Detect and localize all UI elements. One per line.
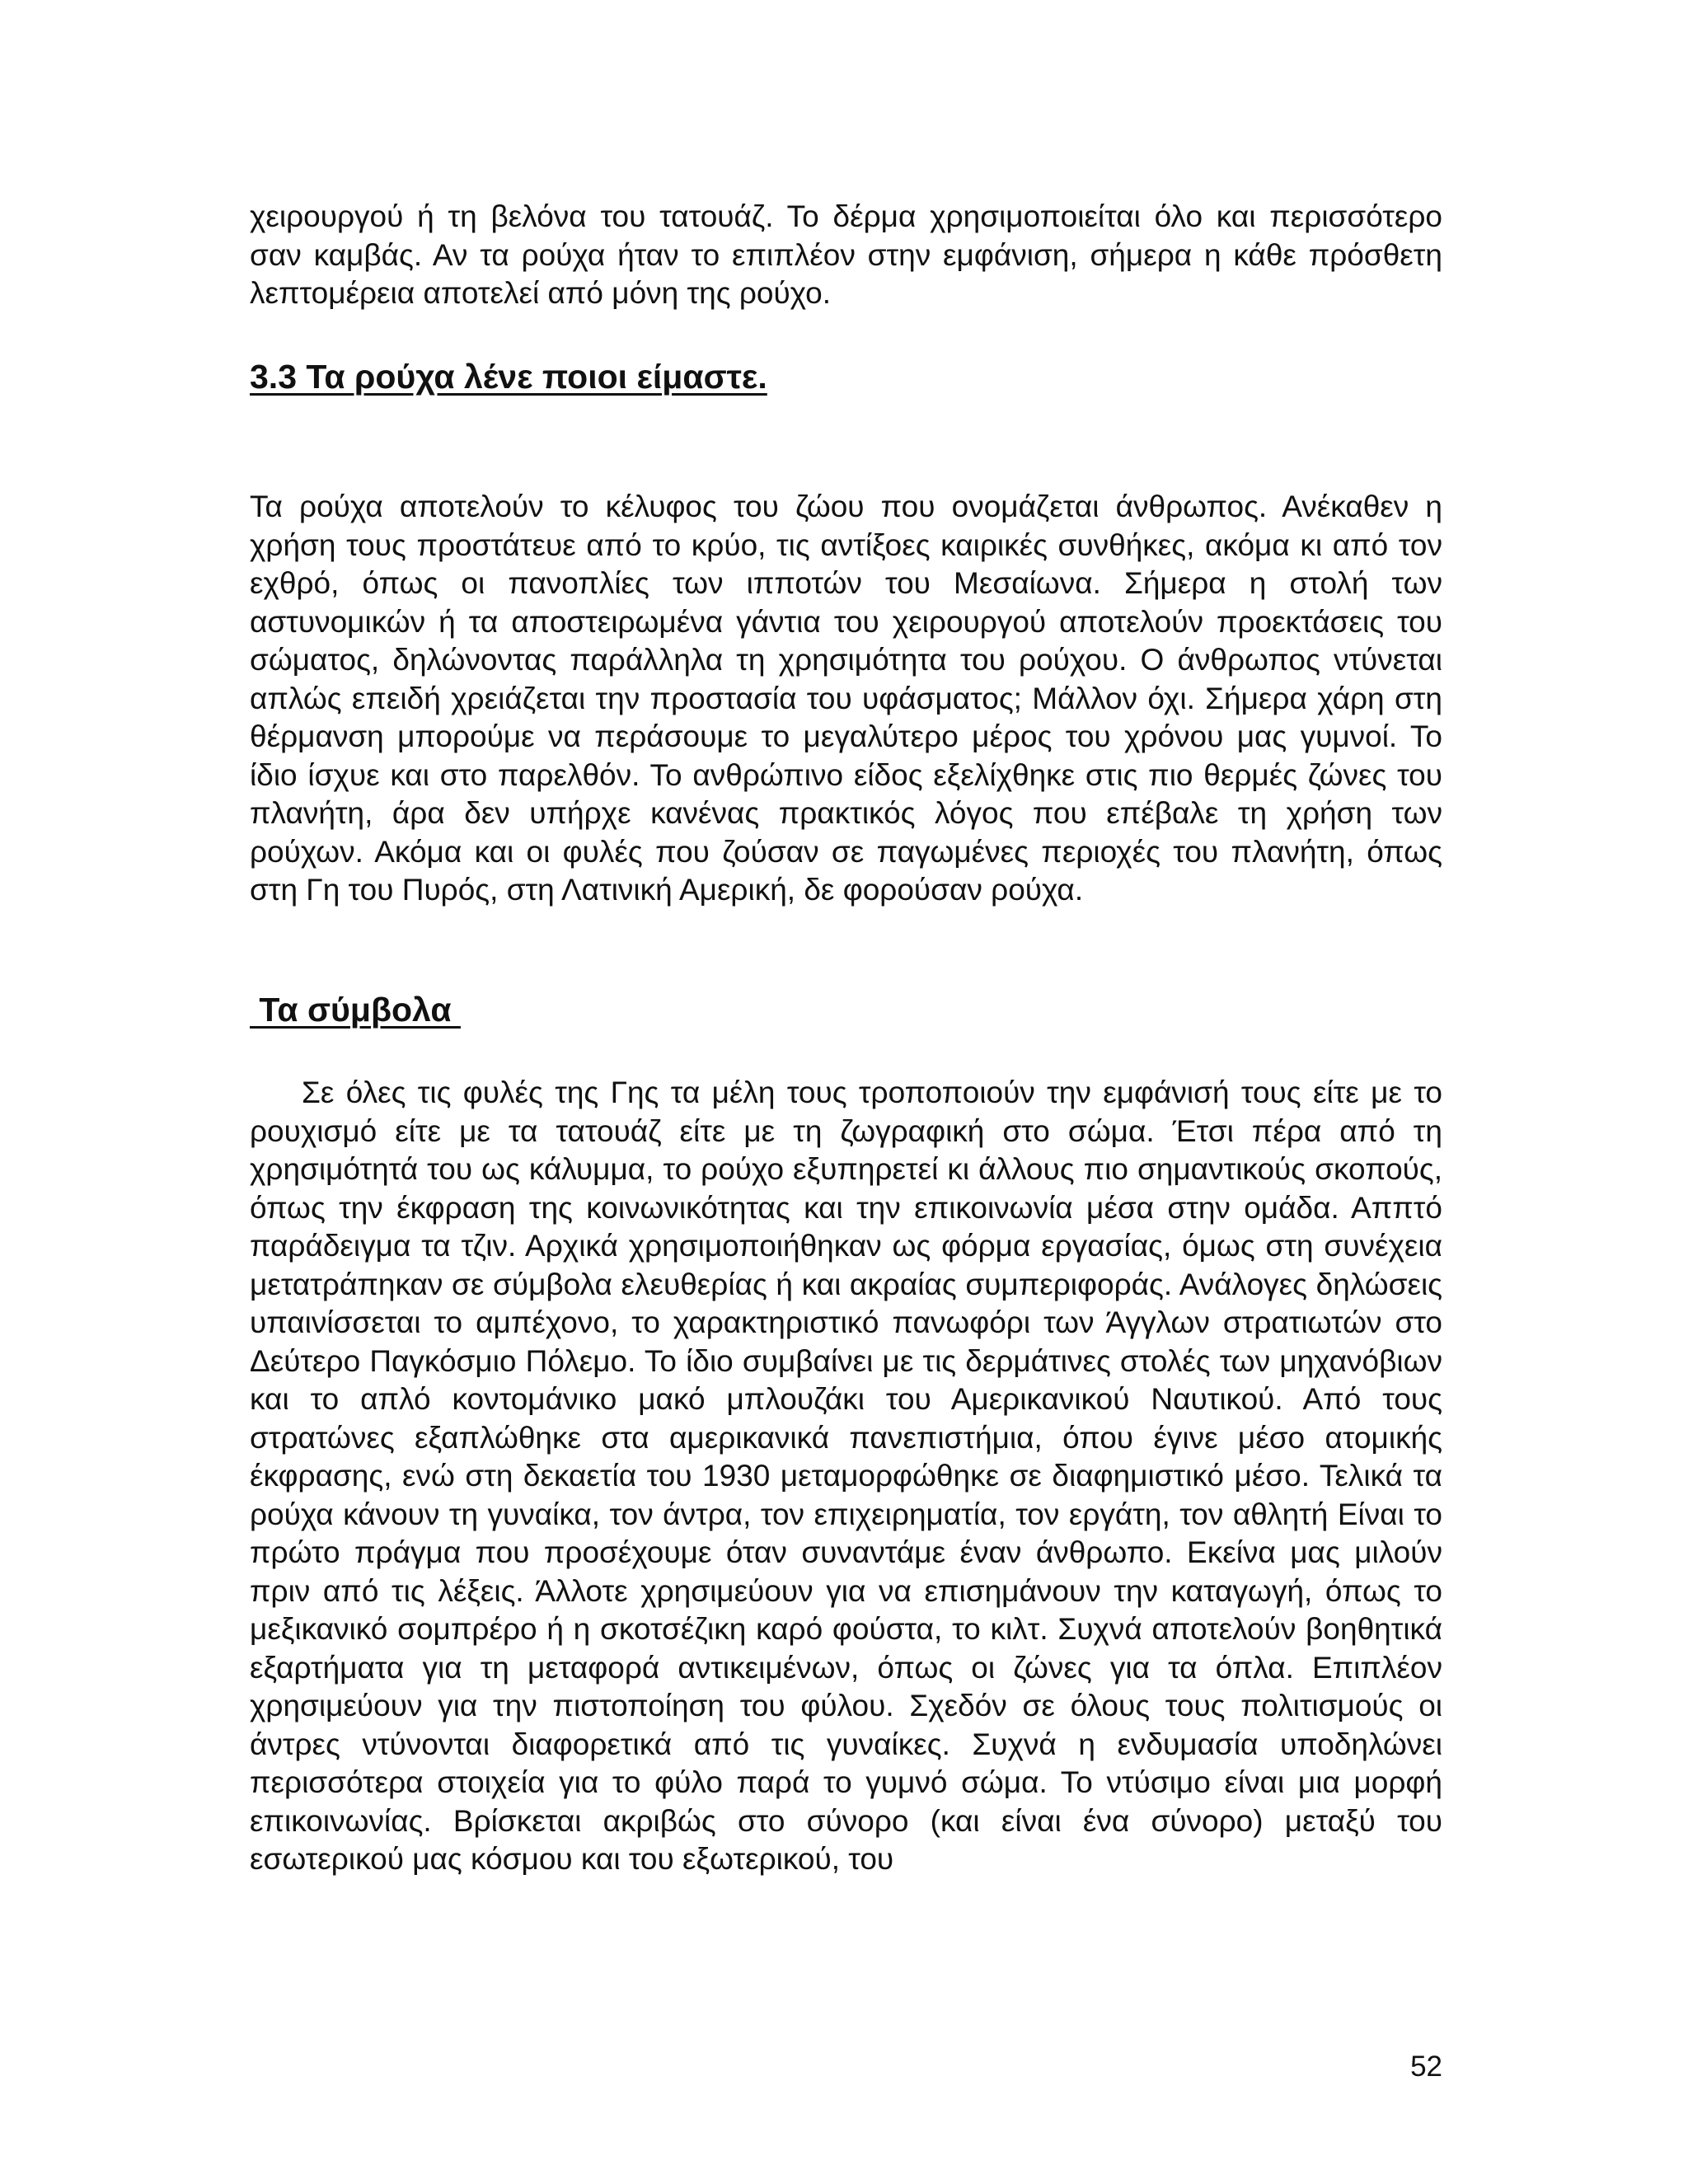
section-heading: 3.3 Τα ρούχα λένε ποιοι είμαστε.	[250, 358, 767, 396]
subsection-heading: Τα σύμβολα	[250, 991, 461, 1029]
subsection-paragraph-text: Σε όλες τις φυλές της Γης τα μέλη τους τροποποιούν την εμφάνισή τους είτε με το ρουχισμό είτε με τα τατουάζ είτε με τη ζωγραφική στο σώμα. Έτσι πέρα από τη χρησιμότητά του ως κάλυμμα, το ρούχο εξυπηρετεί κι άλλους πιο σημαντικούς σκοπούς, όπως την έκφραση της κοινωνικότητας και την επικοινωνία μέσα στην ομάδα. Αππτό παράδειγμα τα τζιν. Αρχικά χρησιμοποιήθηκαν ως φόρμα εργασίας, όμως στη συνέχεια μετατράπηκαν σε σύμβολα ελευθερίας ή και ακραίας συμπεριφοράς. Ανάλογες δηλώσεις υπαινίσσεται το αμπέχονο, το χαρακτηριστικό πανωφόρι των Άγγλων στρατιωτών στο Δεύτερο Παγκόσμιο Πόλεμο. Το ίδιο συμβαίνει με τις δερμάτινες στολές των μηχανόβιων και το απλό κοντομάνικο μακό μπλουζάκι του Αμερικανικού Ναυτικού. Από τους στρατώνες εξαπλώθηκε στα αμερικανικά πανεπιστήμια, όπου έγινε μέσο ατομικής έκφρασης, ενώ στη δεκαετία του 1930 μεταμορφώθηκε σε διαφημιστικό μέσο. Τελικά τα ρούχα κάνουν τη γυναίκα, τον άντρα, τον επιχειρηματία, τον εργάτη, τον αθλητή Είναι το πρώτο πράγμα που προσέχουμε όταν συναντάμε έναν άνθρωπο. Εκείνα μας μιλούν πριν από τις λέξεις. Άλλοτε χρησιμεύουν για να επισημάνουν την καταγωγή, όπως το μεξικανικό σομπρέρο ή η σκοτσέζικη καρό φούστα, το κιλτ. Συχνά αποτελούν βοηθητικά εξαρτήματα για τη μεταφορά αντικειμένων, όπως οι ζώνες για τα όπλα. Επιπλέον χρησιμεύουν για την πιστοποίηση του φύλου. Σχεδόν σε όλους τους πολιτισμούς οι άντρες ντύνονται διαφορετικά από τις γυναίκες. Συχνά η ενδυμασία υποδηλώνει περισσότερα στοιχεία για το φύλο παρά το γυμνό σώμα. Το ντύσιμο είναι μια μορφή επικοινωνίας. Βρίσκεται ακριβώς στο σύνορο (και είναι ένα σύνορο) μεταξύ του εσωτερικού μας κόσμου και του εξωτερικού, του	[250, 1076, 1442, 1876]
continued-paragraph: χειρουργού ή τη βελόνα του τατουάζ. Το δέρμα χρησιμοποιείται όλο και περισσότερο σαν καμβάς. Αν τα ρούχα ήταν το επιπλέον στην εμφάνιση, σήμερα η κάθε πρόσθετη λεπτομέρεια αποτελεί από μόνη της ρούχο.	[250, 199, 1442, 310]
section-paragraph: Τα ρούχα αποτελούν το κέλυφος του ζώου που ονομάζεται άνθρωπος. Ανέκαθεν η χρήση τους προστάτευε από το κρύο, τις αντίξοες καιρικές συνθήκες, ακόμα κι από τον εχθρό, όπως οι πανοπλίες των ιπποτών του Μεσαίωνα. Σήμερα η στολή των αστυνομικών ή τα αποστειρωμένα γάντια του χειρουργού αποτελούν προεκτάσεις του σώματος, δηλώνοντας παράλληλα τη χρησιμότητα του ρούχου. Ο άνθρωπος ντύνεται απλώς επειδή χρειάζεται την προστασία του υφάσματος; Μάλλον όχι. Σήμερα χάρη στη θέρμανση μπορούμε να περάσουμε το μεγαλύτερο μέρος του χρόνου μας γυμνοί. Το ίδιο ίσχυε και στο παρελθόν. Το ανθρώπινο είδος εξελίχθηκε στις πιο θερμές ζώνες του πλανήτη, άρα δεν υπήρχε κανένας πρακτικός λόγος που επέβαλε τη χρήση των ρούχων. Ακόμα και οι φυλές που ζούσαν σε παγωμένες περιοχές του πλανήτη, όπως στη Γη του Πυρός, στη Λατινική Αμερική, δε φορούσαν ρούχα.	[250, 490, 1442, 907]
page-number: 52	[1410, 2050, 1442, 2083]
subsection-paragraph	[250, 1074, 1442, 1879]
